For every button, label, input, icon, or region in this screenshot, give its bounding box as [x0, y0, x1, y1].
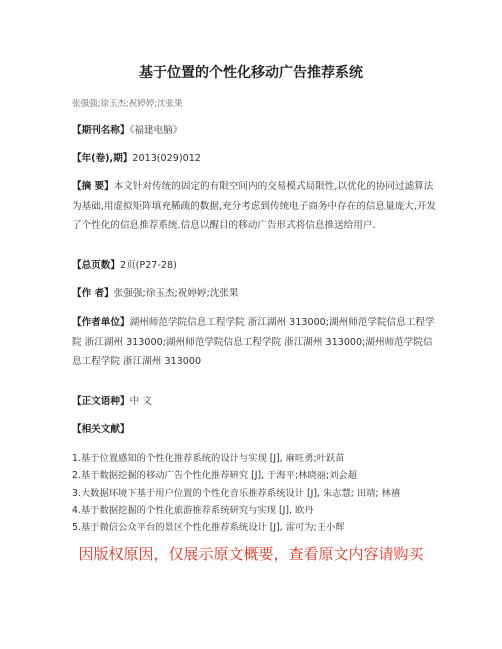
reference-item[interactable]: 5.基于微信公众平台的景区个性化推荐系统设计 [J], 雷可为;王小辉 [72, 522, 345, 534]
related-label: 【相关文献】 [72, 424, 130, 435]
pages-label: 【总页数】 [72, 260, 120, 271]
abstract-field [72, 177, 438, 236]
reference-item[interactable]: 3.大数据环境下基于用户位置的个性化音乐推荐系统设计 [J], 朱志慧; 田靖; 林禧 [72, 487, 401, 499]
year-issue-field [72, 149, 438, 169]
authors-line: 张强强;徐玉杰;祝婷婷;沈张果 [72, 99, 183, 109]
abstract-value: 本文针对传统的固定的有限空间内的交易模式局限性,以优化的协同过滤算法为基础,用虚拟矩阵填充稀疏的数据,充分考虑到传统电子商务中存在的信息量庞大,开发了个性化的信息推荐系统.信息以醒目的移动广告形式将信息推送给用户. [72, 181, 437, 231]
pages-field [72, 256, 438, 276]
journal-value: 《福建电脑》 [129, 125, 183, 136]
affiliation-label: 【作者单位】 [72, 317, 130, 328]
year-issue-label: 【年(卷),期】 [72, 153, 133, 164]
authors-field [72, 284, 438, 304]
pages-value: 2页(P27-28) [119, 260, 177, 271]
journal-label: 【期刊名称】 [72, 125, 130, 136]
related-field [72, 420, 438, 440]
language-label: 【正文语种】 [72, 396, 130, 407]
journal-field [72, 121, 438, 141]
language-value: 中 文 [129, 396, 152, 407]
authors-value: 张强强;徐玉杰;祝婷婷;沈张果 [113, 288, 239, 299]
affiliation-field [72, 313, 438, 372]
page-title: 基于位置的个性化移动广告推荐系统 [139, 65, 363, 81]
language-field [72, 392, 438, 412]
reference-item[interactable]: 1.基于位置感知的个性化推荐系统的设计与实现 [J], 麻旺勇;叶跃苗 [72, 453, 345, 464]
year-issue-value: 2013(029)012 [132, 153, 201, 164]
reference-item[interactable]: 4.基于数据挖掘的个性化旅游推荐系统研究与实现 [J], 欧丹 [72, 504, 314, 516]
copyright-notice: 因版权原因，仅展示原文概要，查看原文内容请购买 [78, 545, 424, 563]
affiliation-value: 湖州师范学院信息工程学院 浙江湖州 313000;湖州师范学院信息工程学院 浙江湖州 313000;湖州师范学院信息工程学院 浙江湖州 313000;湖州师范学院信息工程学院 浙江湖州 313000 [72, 317, 435, 367]
authors-label: 【作 者】 [72, 288, 114, 299]
reference-item[interactable]: 2.基于数据挖掘的移动广告个性化推荐研究 [J], 于海平;林晓丽;刘会超 [72, 470, 358, 482]
abstract-label: 【摘 要】 [72, 181, 114, 192]
reference-list [72, 450, 452, 536]
